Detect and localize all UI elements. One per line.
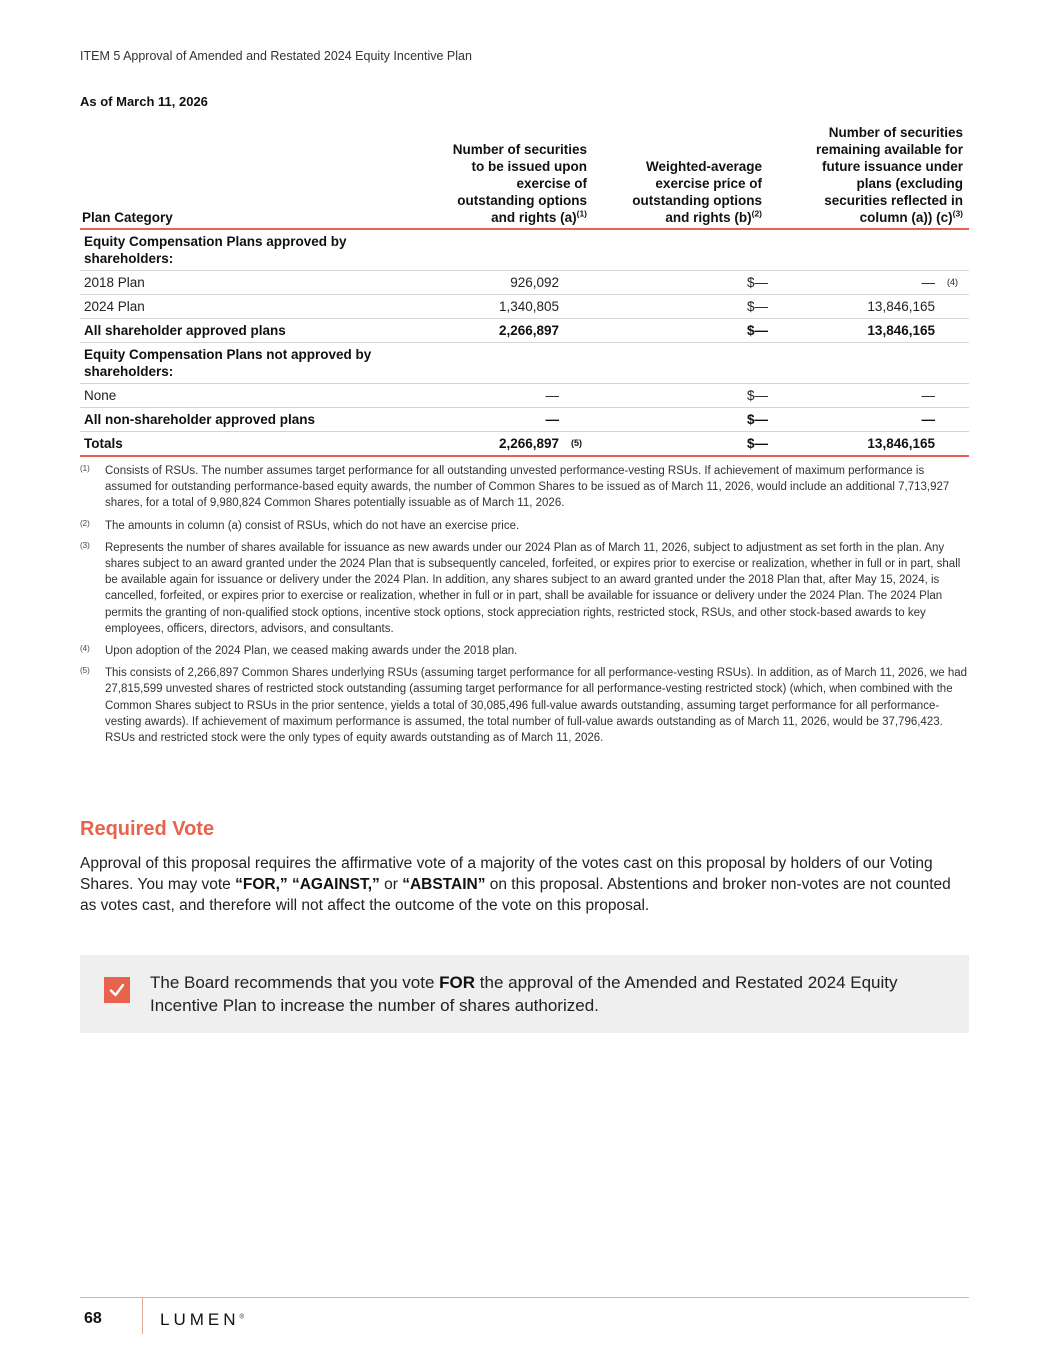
exercise-price-cell: $— xyxy=(587,271,768,295)
exercise-price-cell: $— xyxy=(587,384,768,408)
footnote-marker: (2) xyxy=(80,518,90,528)
table-body xyxy=(80,229,969,456)
footnote-ref xyxy=(935,384,969,408)
footnote-ref xyxy=(559,271,587,295)
required-vote-text: Approval of this proposal requires the affirmative vote of a majority of the votes cast on this proposal by holders of our Voting Shares. You may vote “FOR,” “AGAINST,” or “ABSTAIN” on this proposal. Abstentions and broker non-votes are not counted as votes cast, and therefore will not affect the outcome of the vote on this proposal. xyxy=(80,855,951,914)
exercise-price-cell: $— xyxy=(587,432,768,457)
empty-cell xyxy=(390,343,559,384)
footnote xyxy=(80,643,970,659)
empty-cell xyxy=(587,229,768,271)
section-label: Equity Compensation Plans not approved by shareholders: xyxy=(80,343,390,384)
table-row xyxy=(80,408,969,432)
footnote-ref xyxy=(935,408,969,432)
table-row xyxy=(80,319,969,343)
empty-cell xyxy=(935,343,969,384)
footnote-ref: (4) xyxy=(935,271,969,295)
table-section-row xyxy=(80,343,969,384)
exercise-price-cell: $— xyxy=(587,319,768,343)
plan-category-cell: All non-shareholder approved plans xyxy=(80,408,390,432)
footnote-ref xyxy=(935,319,969,343)
footnote-text: This consists of 2,266,897 Common Shares underlying RSUs (assuming target performance for all performance-vesting RSUs). In addition, as of March 11, 2026, we had 27,815,599 unvested shares of restricted stock outstanding (assuming target performance for all performance-vesting restricted stock) (which, when combined with the Common Shares subject to RSUs in the prior sentence, yields a total of 30,085,496 full-value awards outstanding, assuming target performance for all performance-vesting awards). If achievement of maximum performance is assumed, the total number of full-value awards outstanding as of March 11, 2026, would be 37,796,423. RSUs and restricted stock were the only types of equity awards outstanding as of March 11, 2026. xyxy=(105,667,968,745)
table-row xyxy=(80,384,969,408)
remaining-available-cell: — xyxy=(768,408,935,432)
footnote-ref xyxy=(559,295,587,319)
as-of-date: As of March 11, 2026 xyxy=(80,94,208,109)
empty-cell xyxy=(935,229,969,271)
footnote-ref xyxy=(559,319,587,343)
plan-category-cell: Totals xyxy=(80,432,390,457)
footnote-text: The amounts in column (a) consist of RSUs, which do not have an exercise price. xyxy=(105,519,520,532)
table-section-row xyxy=(80,229,969,271)
plan-category-cell: All shareholder approved plans xyxy=(80,319,390,343)
empty-cell xyxy=(390,229,559,271)
empty-cell xyxy=(587,343,768,384)
footnote-marker: (3) xyxy=(80,540,90,550)
page-number: 68 xyxy=(84,1310,102,1327)
exercise-price-cell: $— xyxy=(587,408,768,432)
footnote-marker: (4) xyxy=(80,644,90,654)
securities-to-issue-cell: — xyxy=(390,408,559,432)
equity-compensation-table xyxy=(80,124,969,457)
footnote-ref xyxy=(559,408,587,432)
remaining-available-cell: — xyxy=(768,271,935,295)
footnote-ref xyxy=(935,432,969,457)
plan-category-cell: 2018 Plan xyxy=(80,271,390,295)
header-col-c: Number of securities remaining available for future issuance under plans (excluding securities reflected in column (a)) $(c)^{(3)}$ xyxy=(815,125,963,225)
footnote-text: Consists of RSUs. The number assumes target performance for all outstanding unvested performance-vesting RSUs. If achievement of maximum performance is assumed for outstanding performance-based equity awards, the number of Common Shares to be issued as of March 11, 2026, would include an additional 7,713,927 shares, for a total of 9,980,824 Common Shares potentially issuable as of March 11, 2026. xyxy=(105,465,950,510)
header-col-b: Weighted-average exercise price of outstanding options and rights $(b)^{(2)}$ xyxy=(632,159,762,225)
section-label: Equity Compensation Plans approved by shareholders: xyxy=(80,229,390,271)
securities-to-issue-cell: 2,266,897 xyxy=(390,432,559,457)
checkmark-icon xyxy=(104,977,130,1003)
footnote-text: Represents the number of shares available for issuance as new awards under our 2024 Plan as of March 11, 2026, subject to adjustment as set forth in the plan. Any shares subject to an award granted under the 2024 Plan that is subsequently canceled, forfeited, or expires prior to exercise or realization, whether in full or in part, shall be available again for issuance or delivery under the 2024 Plan. In addition, any shares subject to an award granted under the 2018 Plan that, after May 15, 2024, is cancelled, forfeited, or expires prior to exercise or realization, whether in full or in part, shall be available for issuance or delivery under the 2024 Plan. The 2024 Plan permits the granting of non-qualified stock options, incentive stock options, stock appreciation rights, restricted stock, RSUs, and other stock-based awards to key employees, officers, directors, advisors, and consultants. xyxy=(105,541,961,635)
securities-to-issue-cell: 2,266,897 xyxy=(390,319,559,343)
running-head: ITEM 5 Approval of Amended and Restated 2024 Equity Incentive Plan xyxy=(80,49,472,63)
footnote-text: Upon adoption of the 2024 Plan, we ceased making awards under the 2018 plan. xyxy=(105,645,518,658)
table-totals-row xyxy=(80,432,969,457)
remaining-available-cell: 13,846,165 xyxy=(768,295,935,319)
footnote xyxy=(80,665,970,746)
plan-category-cell: None xyxy=(80,384,390,408)
header-col-a: Number of securities to be issued upon exercise of outstanding options and rights $(a)^{(1)}$ xyxy=(452,142,587,225)
footnote-ref xyxy=(935,295,969,319)
footer-divider xyxy=(80,1297,969,1298)
table-header-row xyxy=(80,124,969,229)
footnote-ref: (5) xyxy=(559,432,587,457)
board-recommendation-box xyxy=(80,955,969,1033)
exercise-price-cell: $— xyxy=(587,295,768,319)
footer-vertical-divider xyxy=(142,1298,143,1334)
remaining-available-cell: 13,846,165 xyxy=(768,432,935,457)
plan-category-cell: 2024 Plan xyxy=(80,295,390,319)
table-row xyxy=(80,271,969,295)
table-row xyxy=(80,295,969,319)
footnote xyxy=(80,518,970,534)
securities-to-issue-cell: 926,092 xyxy=(390,271,559,295)
securities-to-issue-cell: 1,340,805 xyxy=(390,295,559,319)
footnote-ref xyxy=(559,384,587,408)
remaining-available-cell: — xyxy=(768,384,935,408)
footnote xyxy=(80,463,970,512)
board-recommendation-text: The Board recommends that you vote FOR the approval of the Amended and Restated 2024 Equity Incentive Plan to increase the number of shares authorized. xyxy=(150,973,898,1015)
footnote-marker: (5) xyxy=(80,666,90,676)
lumen-logo: LUMEN® xyxy=(160,1310,244,1329)
empty-cell xyxy=(559,343,587,384)
required-vote-heading: Required Vote xyxy=(80,818,215,840)
empty-cell xyxy=(768,343,935,384)
securities-to-issue-cell: — xyxy=(390,384,559,408)
header-plan-category: Plan Category xyxy=(82,210,173,225)
empty-cell xyxy=(559,229,587,271)
remaining-available-cell: 13,846,165 xyxy=(768,319,935,343)
footnote-marker: (1) xyxy=(80,464,90,473)
footnote xyxy=(80,540,970,637)
footnotes xyxy=(80,463,970,752)
empty-cell xyxy=(768,229,935,271)
